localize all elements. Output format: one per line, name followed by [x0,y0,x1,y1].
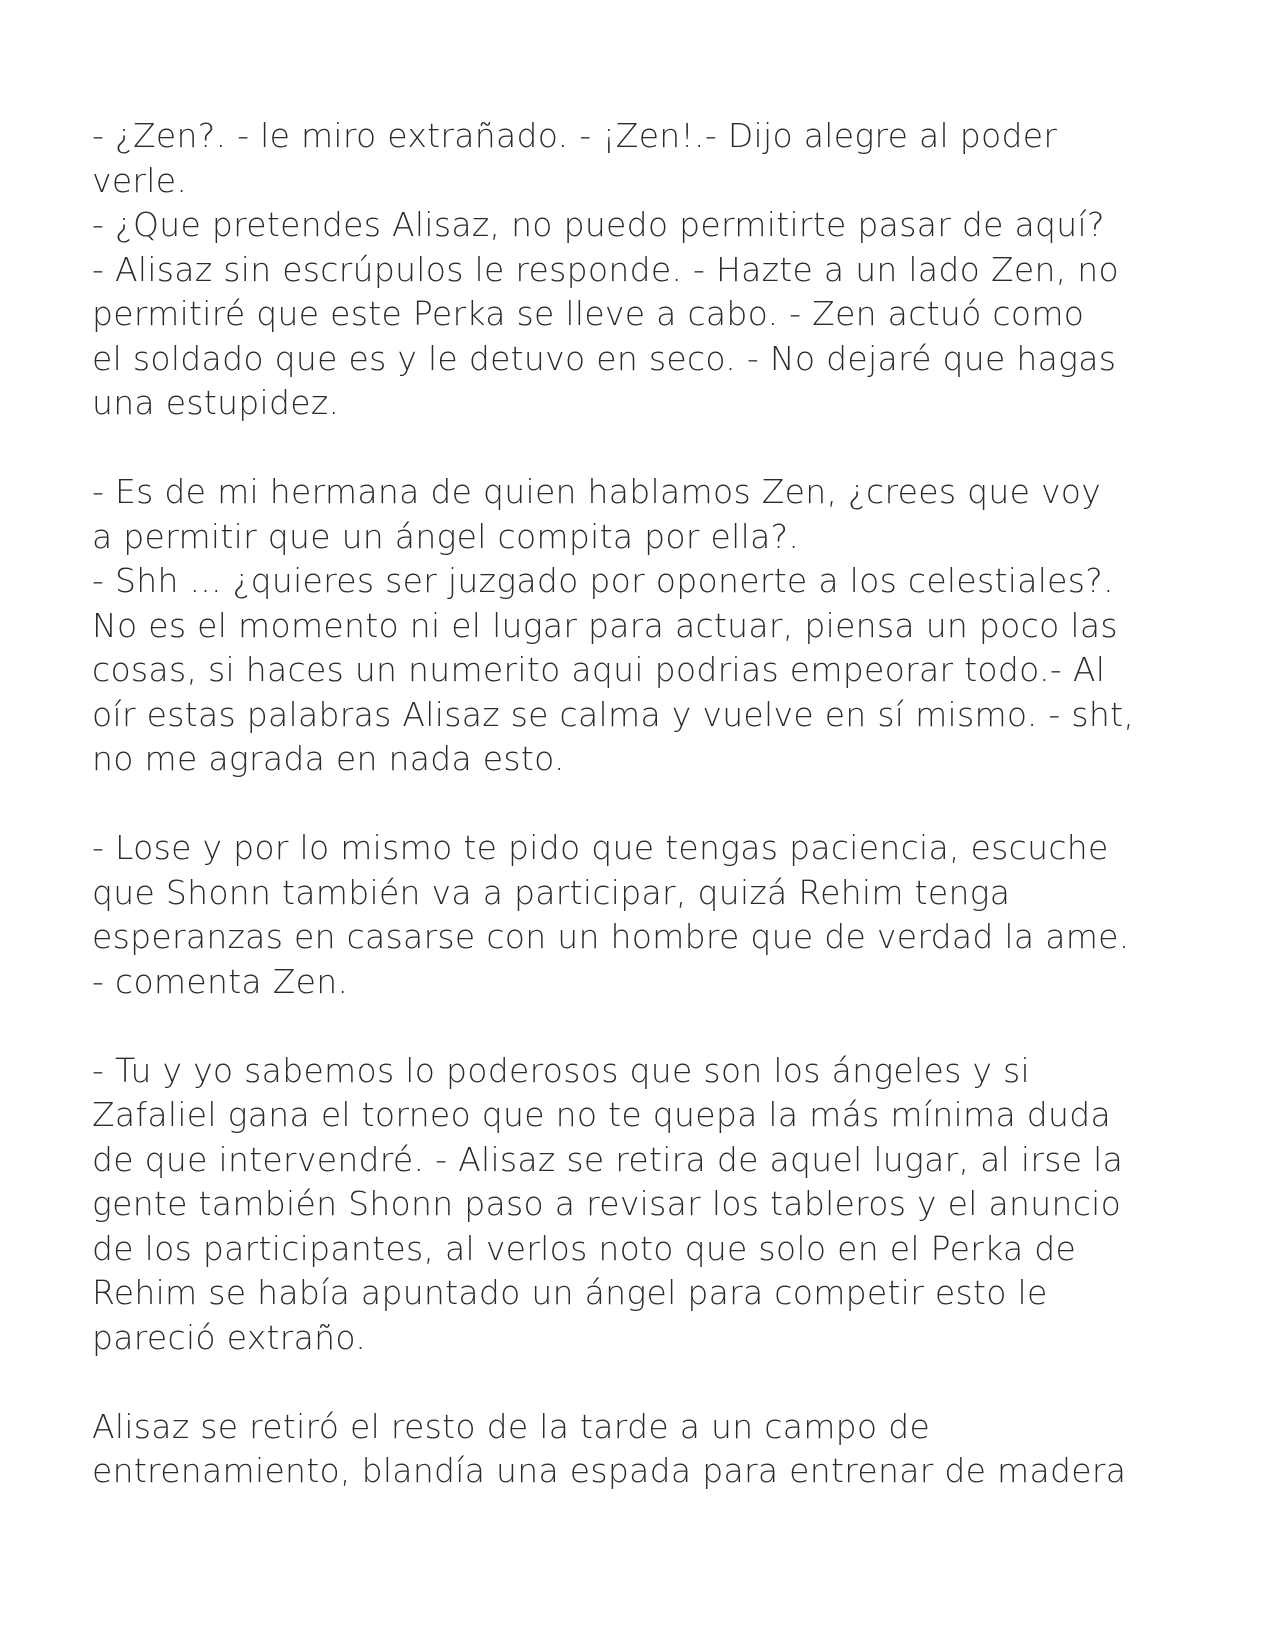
text-line: una estupidez. [92,383,340,422]
text-line: - Shh ... ¿quieres ser juzgado por oponerte a los celestiales?. [92,561,1114,600]
text-line: que Shonn también va a participar, quizá Rehim tenga [92,872,1011,912]
text-line: Rehim se había apuntado un ángel para competir esto le [92,1273,1048,1312]
text-line: pareció extraño. [92,1317,367,1357]
text-line: - Es de mi hermana de quien hablamos Zen, ¿crees que voy [92,472,1102,511]
text-line: gente también Shonn paso a revisar los tableros y el anuncio [92,1184,1122,1223]
text-line: permitiré que este Perka se lleve a cabo. - Zen actuó como [92,294,1085,333]
text-line: esperanzas en casarse con un hombre que de verdad la ame. [92,917,1130,956]
paragraph-1 [92,114,1222,426]
paragraph-3 [92,826,1222,1004]
text-line: No es el momento ni el lugar para actuar, piensa un poco las [92,605,1118,645]
text-line: el soldado que es y le detuvo en seco. - No dejaré que hagas [92,338,1117,378]
text-line: a permitir que un ángel compita por ella?. [92,516,800,556]
text-line: - Alisaz sin escrúpulos le responde. - Hazte a un lado Zen, no [92,249,1119,289]
text-line: - ¿Zen?. - le miro extrañado. - ¡Zen!.- Dijo alegre al poder [92,116,1058,155]
text-line: de que intervendré. - Alisaz se retira de aquel lugar, al irse la [92,1139,1124,1179]
text-line: no me agrada en nada esto. [92,739,565,778]
text-line: Zafaliel gana el torneo que no te quepa la más mínima duda [92,1095,1112,1134]
document-page [92,114,1222,1538]
text-line: de los participantes, al verlos noto que solo en el Perka de [92,1228,1077,1268]
text-line: - comenta Zen. [92,961,349,1001]
paragraph-5 [92,1405,1222,1494]
text-line: oír estas palabras Alisaz se calma y vuelve en sí mismo. - sht, [92,694,1135,734]
text-line: Alisaz se retiró el resto de la tarde a un campo de [92,1406,931,1446]
paragraph-4 [92,1049,1222,1361]
text-line: - Lose y por lo mismo te pido que tengas paciencia, escuche [92,828,1109,867]
text-line: verle. [92,160,188,200]
text-line: - Tu y yo sabemos lo poderosos que son los ángeles y si [92,1050,1030,1090]
text-line: cosas, si haces un numerito aqui podrias empeorar todo.- Al [92,650,1106,689]
paragraph-2 [92,470,1222,782]
text-line: - ¿Que pretendes Alisaz, no puedo permitirte pasar de aquí? [92,205,1105,244]
text-line: entrenamiento, blandía una espada para entrenar de madera [92,1451,1127,1490]
